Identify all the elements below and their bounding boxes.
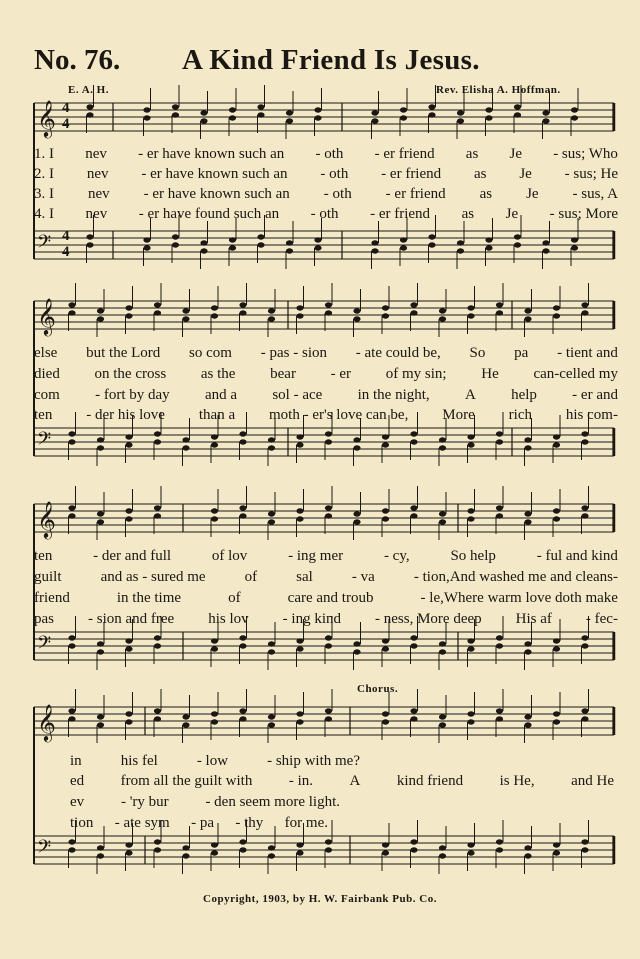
lyric-line: in his fel - low - ship with me? [70,753,360,769]
lyric-line: 3. I nev - er have known such an - oth - er friend as Je - sus, A [34,186,618,202]
lyric-line: 1. I nev - er have known such an - oth - er friend as Je - sus; Who [34,146,618,162]
svg-text:4: 4 [62,228,70,244]
svg-text:4: 4 [62,100,70,116]
svg-text:𝄢: 𝄢 [37,232,52,257]
bass-staff [34,231,614,259]
lyric-line: com - fort by day and a sol - ace in the night, A help - er and [34,387,618,403]
svg-text:𝄞: 𝄞 [37,99,56,137]
lyric-line: 4. I nev - er have found such an - oth - er friend as Je - sus; More [34,206,618,222]
svg-text:𝄞: 𝄞 [37,297,56,335]
svg-text:𝄢: 𝄢 [37,837,52,862]
hymn-number: No. 76. [34,44,121,76]
lyric-line: ed from all the guilt with - in. A kind friend is He, and He [70,773,614,789]
lyric-line: ten - der and full of lov - ing mer - cy, So help - ful and kind [34,548,618,564]
lyric-line: else but the Lord so com - pas - sion - ate could be, So pa - tient and [34,345,618,361]
lyric-line: died on the cross as the bear - er of my sin; He can-celled my [34,366,618,382]
hymn-title: A Kind Friend Is Jesus. [182,44,480,76]
lyric-line: friend in the time of care and troub - le,Where warm love doth make [34,590,618,606]
svg-text:𝄢: 𝄢 [37,429,52,454]
lyric-line: ev - 'ry bur - den seem more light. [70,794,340,810]
lyric-line: pas - sion and free his lov - ing kind - ness, More deep His af - fec- [34,611,618,627]
lyric-line: 2. I nev - er have known such an - oth - er friend as Je - sus; He [34,166,618,182]
lyric-line: tion - ate sym - pa - thy for me. [70,815,328,831]
lyric-line: guilt and as - sured me of sal - va - tion,And washed me and cleans- [34,569,618,585]
svg-text:4: 4 [62,244,70,260]
lyric-line: ten - der his love than a moth - er's love can be, More rich his com- [34,407,618,423]
lyricist-initials: E. A. H. [68,84,109,96]
svg-text:𝄞: 𝄞 [37,703,56,741]
chorus-label: Chorus. [357,683,399,695]
svg-text:4: 4 [62,116,70,132]
composer-credit: Rev. Elisha A. Hoffman. [436,84,561,96]
svg-text:𝄢: 𝄢 [37,633,52,658]
svg-text:𝄞: 𝄞 [37,500,56,538]
treble-staff [34,99,614,138]
copyright-notice: Copyright, 1903, by H. W. Fairbank Pub. Co. [203,893,437,905]
